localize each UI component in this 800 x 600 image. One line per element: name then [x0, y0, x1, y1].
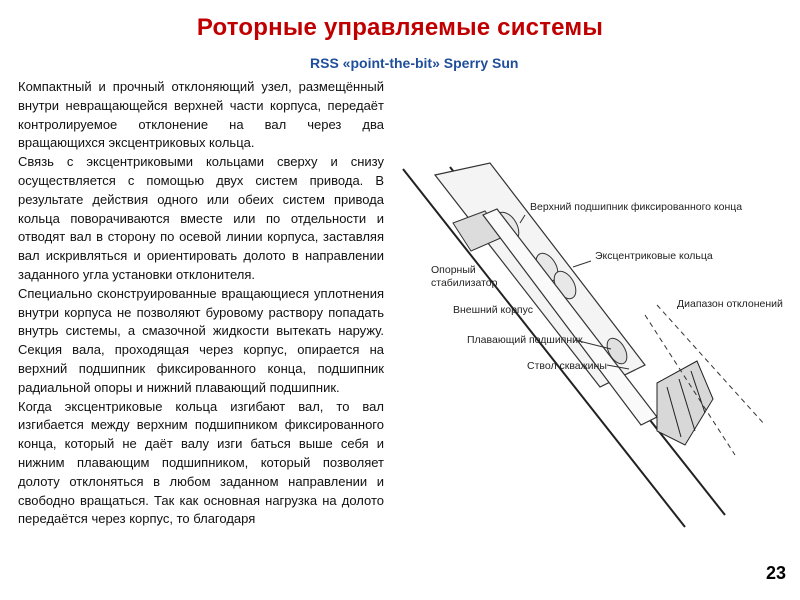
borehole-walls	[403, 167, 725, 527]
drill-bit-shape	[657, 361, 713, 445]
paragraph: Специально сконструированные вращающиеся уплотнения внутри корпуса не позволяют буровому раствору попадать внутрь системы, а смазочной жидкости вытекать наружу. Секция вала, проходящая через корпус, опирается на верхний подшипник фиксированного конца, подшипник радиальной опоры и нижний плавающий подшипник.	[18, 285, 384, 395]
paragraph: Когда эксцентриковые кольца изгибают вал, то вал изгибается между верхним подшипником фиксированного конца, который не даёт валу изги баться выше себя и нижним плавающим подшипником, который позволяет долоту отклоняться в любом заданном направлении и свободно вращаться. Так как основная нагрузка на долото передаётся через корпус, то благодаря	[18, 398, 384, 527]
slide-title: Роторные управляемые системы	[196, 14, 604, 41]
slide-subtitle: RSS «point-the-bit» Sperry Sun	[310, 55, 519, 71]
label-floating-bearing: Плавающий подшипник	[467, 334, 583, 346]
label-eccentric-rings: Эксцентриковые кольца	[595, 250, 713, 262]
label-stabilizer: стабилизатор	[431, 277, 498, 289]
label-outer-housing: Внешний корпус	[453, 304, 533, 316]
slide-number: 23	[765, 563, 786, 583]
body-text	[18, 78, 384, 529]
rss-diagram	[395, 155, 790, 535]
label-upper-bearing: Верхний подшипник фиксированного конца	[530, 201, 743, 213]
paragraph: Компактный и прочный отклоняющий узел, размещённый внутри невращающейся верхней части корпуса, передаёт контролируемое отклонение на вал через два вращающихся эксцентриковых кольца.	[18, 79, 384, 151]
label-deflection-range: Диапазон отклонений	[677, 298, 783, 310]
label-stabilizer: Опорный	[431, 264, 476, 276]
shaft-shape	[483, 209, 657, 425]
paragraph: Связь с эксцентриковыми кольцами сверху и снизу осуществляется с помощью двух систем привода. В результате действия одного или обеих систем привода кольца поворачиваются вместе или по отдельности и отводят вал в сторону по осевой линии корпуса, заставляя вал искривляться и ориентировать долото в направлении заданного угла установки отклонителя.	[18, 154, 384, 282]
label-borehole: Ствол скважины	[527, 360, 607, 372]
